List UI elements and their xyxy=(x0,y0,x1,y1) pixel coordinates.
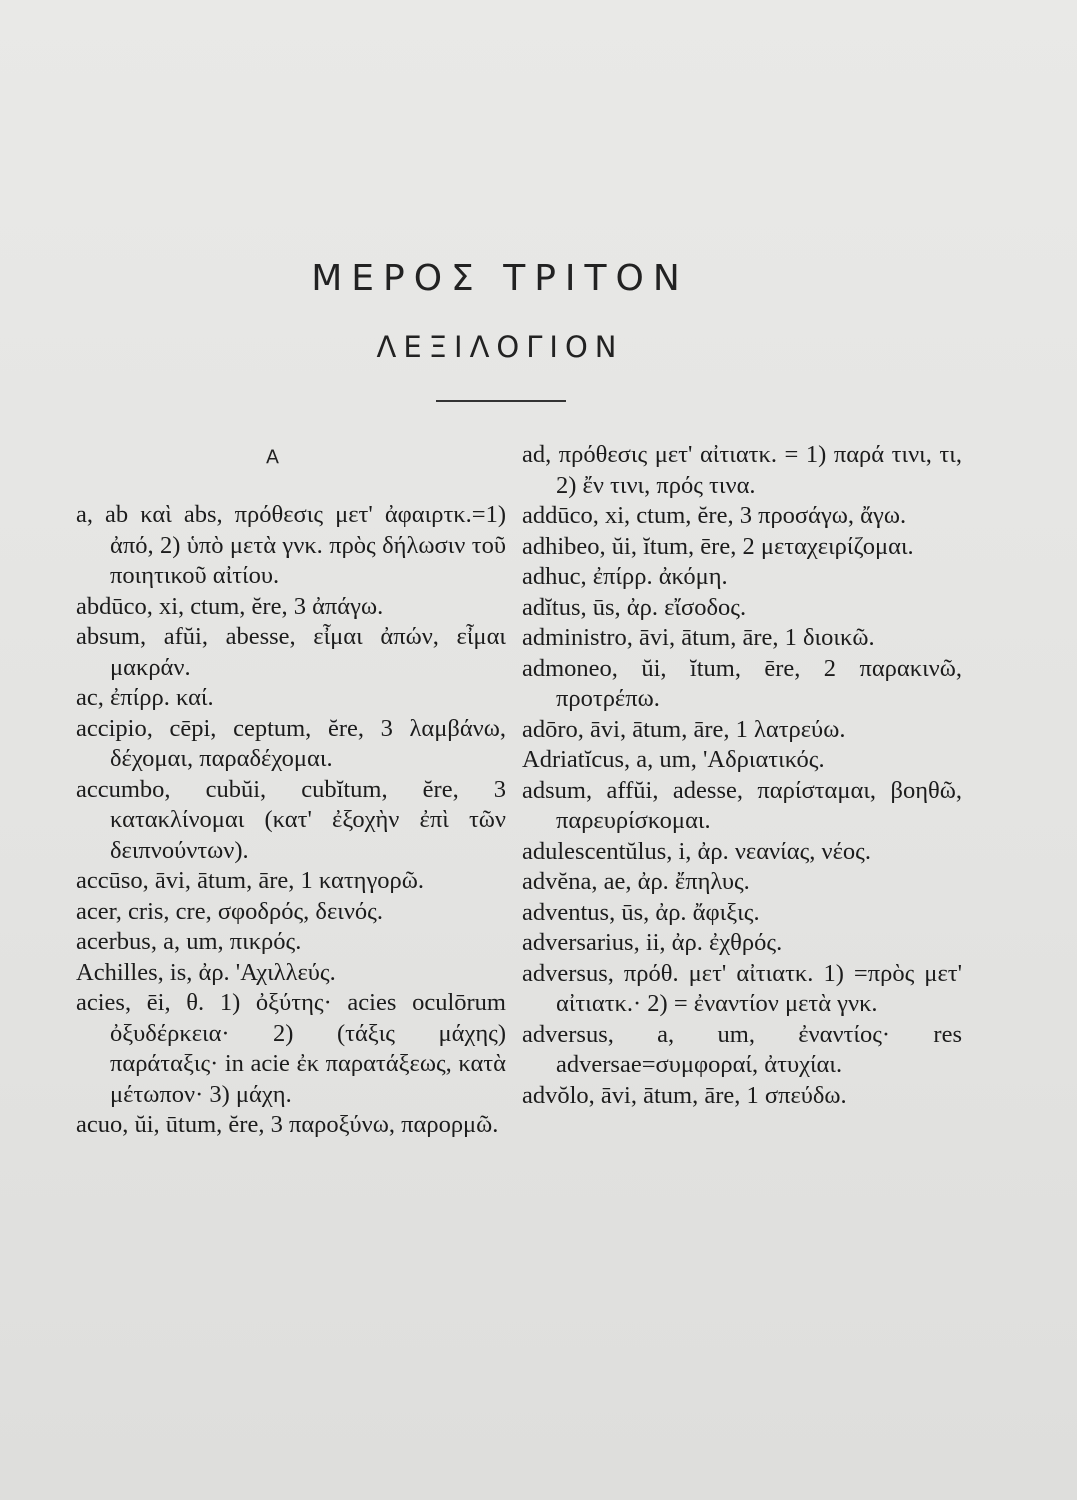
lexicon-entry: addūco, xi, ctum, ĕre, 3 προσάγω, ἄγω. xyxy=(522,502,907,529)
lexicon-entry: accipio, cēpi, ceptum, ĕre, 3 λαμβάνω, δέχομαι, παραδέχομαι. xyxy=(76,714,506,772)
lexicon-entry: Adriatĭcus, a, um, 'Αδριατικός. xyxy=(522,746,825,773)
lexicon-entry: Achilles, is, ἀρ. 'Αχιλλεύς. xyxy=(76,958,336,986)
right-column xyxy=(522,440,962,1111)
lexicon-entry: acer, cris, cre, σφοδρός, δεινός. xyxy=(76,897,383,925)
lexicon-entry: admoneo, ŭi, ĭtum, ēre, 2 παρακινῶ, προτρέπω. xyxy=(522,654,962,712)
lexicon-entry: a, ab καὶ abs, πρόθεσις μετ' ἀφαιρτκ.=1) ἀπό, 2) ὑπὸ μετὰ γνκ. πρὸς δήλωσιν τοῦ ποιητικοῦ αἰτίου. xyxy=(76,501,506,589)
lexicon-entry: adventus, ūs, ἀρ. ἄφιξις. xyxy=(522,898,760,926)
lexicon-entry: accumbo, cubŭi, cubĭtum, ĕre, 3 κατακλίνομαι (κατ' ἐξοχὴν ἐπὶ τῶν δειπνούντων). xyxy=(76,775,506,864)
lexicon-entry: adsum, affŭi, adesse, παρίσταμαι, βοηθῶ, παρευρίσκομαι. xyxy=(522,776,962,834)
lexicon-entry: acies, ēi, θ. 1) ὀξύτης· acies oculōrum ὀξυδέρκεια· 2) (τάξις μάχης) παράταξις· in acie ἐκ παρατάξεως, κατὰ μέτωπον· 3) μάχη. xyxy=(76,989,506,1108)
lexicon-entry: ac, ἐπίρρ. καί. xyxy=(76,684,214,711)
lexicon-entry: advŏlo, āvi, ātum, āre, 1 σπεύδω. xyxy=(522,1081,847,1109)
lexicon-entry: accūso, āvi, ātum, āre, 1 κατηγορῶ. xyxy=(76,867,425,894)
lexicon-entry: advĕna, ae, ἀρ. ἔπηλυς. xyxy=(522,868,750,895)
lexicon-entry: adversus, πρόθ. μετ' αἰτιατκ. 1) =πρὸς μετ' αἰτιατκ.· 2) = ἐναντίον μετὰ γνκ. xyxy=(522,959,962,1017)
lexicon-entry: acuo, ŭi, ūtum, ĕre, 3 παροξύνω, παρορμῶ. xyxy=(76,1111,499,1138)
title-divider xyxy=(436,400,566,402)
lexicon-entry: adōro, āvi, ātum, āre, 1 λατρεύω. xyxy=(522,715,846,743)
lexicon-entry: adĭtus, ūs, ἀρ. εἴσοδος. xyxy=(522,593,747,621)
lexicon-entry: abdūco, xi, ctum, ĕre, 3 ἀπάγω. xyxy=(76,592,384,620)
lexicon-entry: administro, āvi, ātum, āre, 1 διοικῶ. xyxy=(522,624,875,651)
lexicon-entry: adversarius, ii, ἀρ. ἐχθρός. xyxy=(522,929,783,956)
letter-heading: Α xyxy=(266,446,279,468)
lexicon-title: ΛΕΞΙΛΟΓΙΟΝ xyxy=(376,330,624,364)
lexicon-entry: adulescentŭlus, i, ἀρ. νεανίας, νέος. xyxy=(522,837,871,865)
lexicon-entry: acerbus, a, um, πικρός. xyxy=(76,928,302,955)
part-title: ΜΕΡΟΣ ΤΡΙΤΟΝ xyxy=(311,258,689,299)
lexicon-entry: adhuc, ἐπίρρ. ἀκόμη. xyxy=(522,563,728,590)
lexicon-entry: ad, πρόθεσις μετ' αἰτιατκ. = 1) παρά τινι, τι, 2) ἔν τινι, πρός τινα. xyxy=(522,441,962,499)
lexicon-entry: absum, afŭi, abesse, εἶμαι ἀπών, εἶμαι μακράν. xyxy=(76,623,506,681)
left-column xyxy=(76,500,506,1141)
lexicon-entry: adhibeo, ŭi, ĭtum, ēre, 2 μεταχειρίζομαι. xyxy=(522,532,914,560)
lexicon-entry: adversus, a, um, ἐναντίος· res adversae=συμφοραί, ἀτυχίαι. xyxy=(522,1020,962,1078)
